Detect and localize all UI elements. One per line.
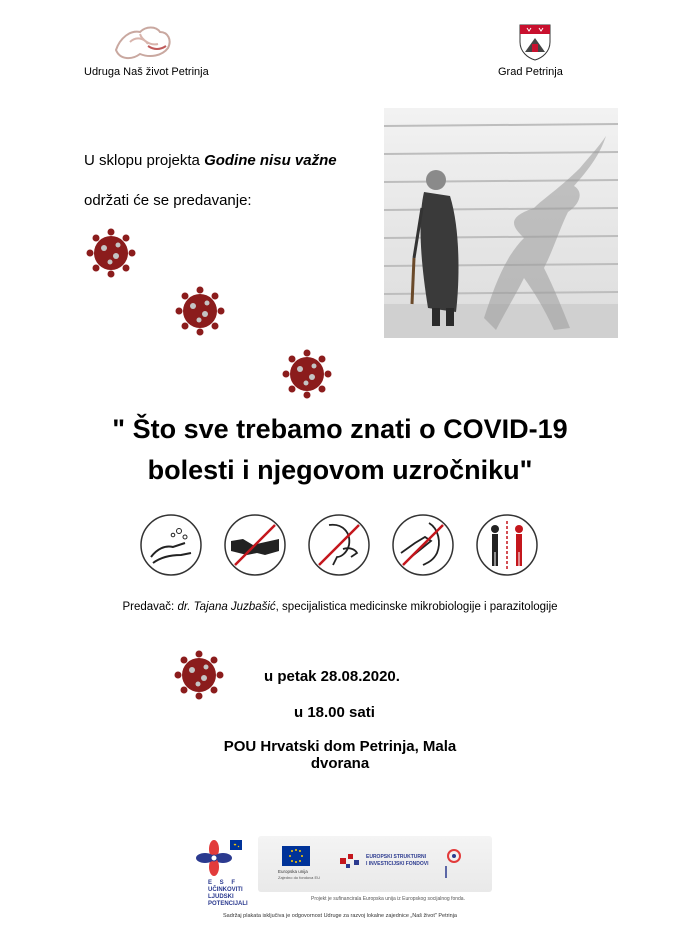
coronavirus-icon [84,226,138,280]
lecturer-line: Predavač: dr. Tajana Juzbašić, specijalistica medicinske mikrobiologije i parazitologije [122,601,558,613]
city-crest-icon [517,22,553,62]
event-date: u petak 28.08.2020. [264,668,400,685]
intro-line-2: održati će se predavanje: [84,192,252,209]
funds-line-1: EUROPSKI STRUKTURNI [366,854,427,860]
cofinance-note: Projekt je sufinancirala Europska unija iz Europskog socijalnog fonda. [311,896,465,902]
coronavirus-icon [172,648,226,702]
funds-line-2: I INVESTICIJSKI FONDOVI [366,861,429,867]
coronavirus-icon [280,347,334,401]
coronavirus-icon [173,284,227,338]
event-title-line-2: bolesti i njegovom uzročniku" [147,455,533,485]
project-name: Godine nisu važne [204,152,337,169]
eu-subcaption: Zajedno do fondova EU [278,875,321,880]
disclaimer: Sadržaj plakata isključiva je odgovornost Udruge za razvoj lokalne zajednice „Naš život" Petrinja [223,913,457,919]
no-handshake-icon [223,513,287,577]
esf-small-logo-icon [442,846,466,880]
hand-washing-icon [139,513,203,577]
elderly-woman-shadow-photo [384,108,618,338]
lecturer-name: dr. Tajana Juzbašić [177,601,276,613]
intro-line-1: U sklopu projekta Godine nisu važne [84,152,337,169]
org-right-label: Grad Petrinja [498,66,563,78]
event-title-line-1: " Što sve trebamo znati o COVID-19 [112,414,568,444]
croatia-checker-icon [340,850,362,872]
cover-cough-icon [307,513,371,577]
eu-caption: Europska unija [278,869,308,874]
org-left-label: Udruga Naš život Petrinja [84,66,209,78]
keep-distance-icon [475,513,539,577]
safety-icons-row [139,513,539,577]
no-face-touch-icon [391,513,455,577]
event-venue: POU Hrvatski dom Petrinja, Mala dvorana [223,738,457,772]
hands-logo-icon [110,20,176,66]
eu-flag-icon [282,846,310,866]
eu-funds-banner [258,836,492,892]
esf-caption: E S F UČINKOVITI LJUDSKI POTENCIJALI [208,880,248,907]
event-time: u 18.00 sati [294,704,375,721]
